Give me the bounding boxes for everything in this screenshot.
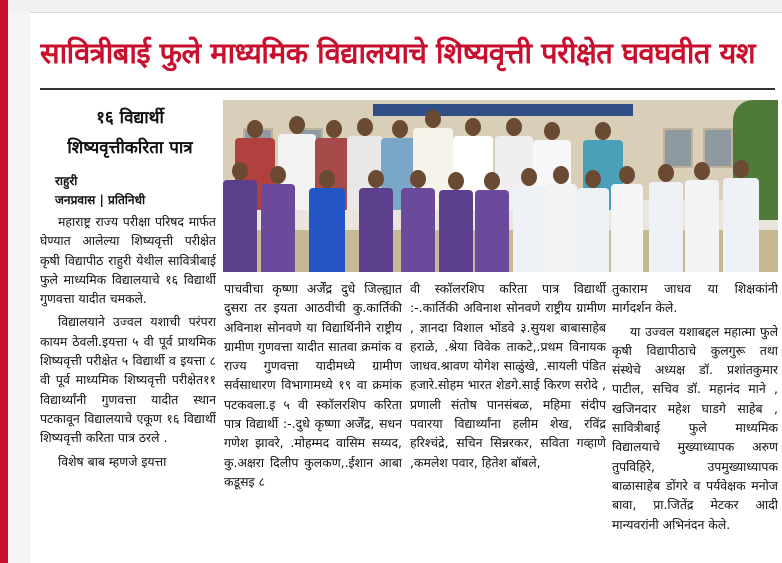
- subhead-line-2: शिष्यवृत्तीकरिता पात्र: [67, 138, 193, 158]
- article-column-1: [40, 212, 216, 563]
- article-column-3: [410, 279, 606, 563]
- page-margin: [8, 12, 30, 563]
- group-photo: [223, 100, 778, 272]
- article-column-2: [224, 279, 402, 563]
- photo-banner: [373, 104, 633, 116]
- article-column-4: [612, 279, 778, 563]
- paragraph: पाचवीचा कृष्णा अर्जेंद्र दुधे जिल्ह्यात दुसरा तर इयता आठवीची कु.कार्तिकी अविनाश सोनवणे या विद्यार्थिनीने राष्ट्रीय ग्रामीण गुणवत्ता यादीत सातवा क्रमांक व राज्य गुणवत्ता यादीमध्ये ग्रामीण सर्वसाधारण विभागामध्ये १९ वा क्रमांक पटकवला.इ ५ वी स्कॉलरशिप करिता पात्र विद्यार्थी :-.दुधे कृष्णा अर्जेंद्र, सधन गणेश झावरे, .मोहम्मद वासिम सय्यद, कु.अक्षरा दिलीप कुलकण,.ईशान आबा कडूसइ ८: [224, 281, 402, 489]
- headline-rule: [40, 88, 775, 90]
- paragraph: विशेष बाब म्हणजे इयत्ता: [58, 453, 167, 469]
- paragraph: वी स्कॉलरशिप करिता पात्र विद्यार्थी :-.कार्तिकी अविनाश सोनवणे राष्ट्रीय ग्रामीण , ज्ञानदा विशाल भोंडवे ३.सुयश बाबासाहेब हराळे, .श्रेया विवेक ताकटे,.प्रथम विनायक जाधव.श्रावण योगेश साळुंखे, .सायली पंडित हजारे.सोहम भारत शेडगे.साई किरण सरोदे , प्रणाली संतोष पानसंबळ, महिमा संदीप पवारया विद्यार्थ्यांना हलीम शेख, रविंद्र हरिश्चंद्रे, सचिन सिन्नरकर, सविता गव्हाणे ,कमलेश पवार, हितेश बॉबले,: [410, 281, 606, 470]
- paragraph: या उज्वल यशाबद्दल महात्मा फुले कृषी विद्यापीठाचे कुलगुरू तथा संस्थेचे अध्यक्ष डॉ. प्रशांतकुमार पाटील, सचिव डॉ. महानंद माने , खजिनदार महेश घाडगे साहेब , सावित्रीबाई फुले माध्यमिक विद्यालयाचे मुख्याध्यापक अरुण तुपविहिरे, उपमुख्याध्यापक बाळासाहेब डोंगरे व पर्यवेक्षक मनोज बावा, प्रा.जितेंद्र मेटकर आदी मान्यवरांनी अभिनंदन केले.: [612, 323, 778, 532]
- byline-block: [55, 172, 145, 210]
- paragraph: विद्यालयाने उज्वल यशाची परंपरा कायम ठेवली.इयत्ता ५ वी पूर्व प्राथमिक शिष्यवृत्ती परीक्षेत ५ विद्यार्थी व इयत्ता ८ वी पूर्व माध्यमिक शिष्यवृत्ती परीक्षेत११ विद्यार्थ्यांनी गुणवत्ता यादीत स्थान पटकावून विद्यालयाचे एकूण १६ विद्यार्थी शिष्यवृत्ती करिता पात्र ठरले .: [40, 314, 216, 446]
- page-left-bar: [0, 0, 8, 563]
- subheadline: [40, 103, 220, 163]
- dateline: राहुरी: [55, 174, 78, 188]
- article-headline: सावित्रीबाई फुले माध्यमिक विद्यालयाचे शिष्यवृत्ती परीक्षेत घवघवीत यश: [40, 36, 756, 70]
- byline: जनप्रवास | प्रतिनिधी: [55, 193, 146, 207]
- page-top-strip: [0, 0, 782, 13]
- paragraph: महाराष्ट्र राज्य परीक्षा परिषद मार्फत घेण्यात आलेल्या शिष्यवृत्ती परीक्षेत कृषी विद्यापीठ राहुरी येथील सावित्रीबाई फुले माध्यमिक विद्यालयाचे १६ विद्यार्थी गुणवत्ता यादीत चमकले.: [40, 214, 216, 307]
- subhead-line-1: १६ विद्यार्थी: [96, 108, 164, 128]
- paragraph: तुकाराम जाधव या शिक्षकांनी मार्गदर्शन केले.: [612, 281, 778, 316]
